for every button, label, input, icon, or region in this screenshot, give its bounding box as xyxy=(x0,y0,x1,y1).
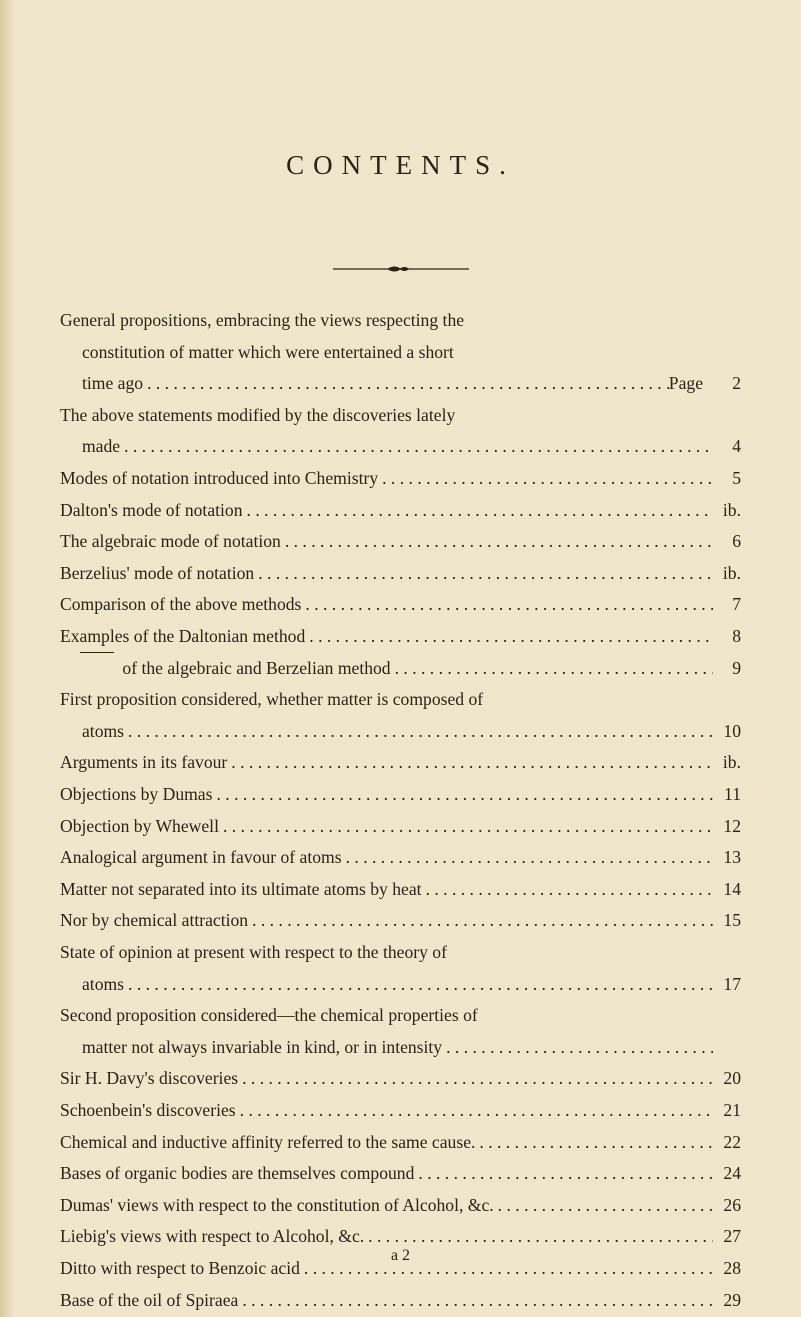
page-number: 6 xyxy=(732,531,741,552)
toc-entry-text: Ditto with respect to Benzoic acid xyxy=(60,1258,300,1278)
toc-entry-line xyxy=(80,652,741,684)
toc-entry-line xyxy=(82,715,741,747)
leader-dots xyxy=(414,1157,713,1189)
toc-entry-text: Base of the oil of Spiraea xyxy=(60,1289,239,1310)
toc-entry-text: Dalton's mode of notation xyxy=(60,499,243,520)
page-number: 14 xyxy=(723,878,741,899)
toc-entry-text: Analogical argument in favour of atoms xyxy=(60,847,342,868)
toc-entry-text: of the algebraic and Berzelian method xyxy=(122,657,391,678)
toc-entry-text: Berzelius' mode of notation xyxy=(60,562,255,583)
toc-entry-text: Chemical and inductive affinity referred to the same cause. xyxy=(60,1131,476,1152)
toc-entry-text: Modes of notation introduced into Chemistry xyxy=(60,468,379,488)
toc-entry-line xyxy=(60,525,741,557)
page-title: CONTENTS. xyxy=(286,150,515,180)
page-number: 11 xyxy=(724,784,741,804)
toc-entry-text: Sir H. Davy's discoveries xyxy=(60,1068,239,1089)
page-number: 15 xyxy=(723,910,741,931)
toc-entry-line xyxy=(82,336,741,368)
page-number xyxy=(713,1031,741,1063)
toc-entry-line xyxy=(60,746,741,778)
page-number: 24 xyxy=(723,1163,741,1184)
page-number: 21 xyxy=(723,1100,741,1120)
toc-entry-text: Liebig's views with respect to Alcohol, &c. xyxy=(60,1226,365,1247)
leader-dots xyxy=(422,873,713,905)
page-number: 13 xyxy=(723,847,741,868)
toc-entry-line xyxy=(82,430,741,462)
page-number: 7 xyxy=(732,594,741,615)
page-number: 2 xyxy=(732,373,741,394)
toc-entry-line xyxy=(82,968,741,1000)
toc-entry-line xyxy=(60,1284,741,1316)
toc-entry-text: atoms xyxy=(82,720,125,741)
leader-dots xyxy=(378,462,713,494)
toc-entry-line xyxy=(82,367,741,399)
leader-dots xyxy=(238,1062,713,1094)
toc-entry-line xyxy=(60,1157,741,1189)
toc-entry-text: Dumas' views with respect to the constitution of Alcohol, &c. xyxy=(60,1194,494,1215)
page-number: 22 xyxy=(723,1131,741,1152)
toc-entry-line xyxy=(60,841,741,873)
page-binding-edge xyxy=(0,0,14,1317)
toc-entry-text: Schoenbein's discoveries xyxy=(60,1100,236,1120)
toc-entry-line xyxy=(82,1031,741,1063)
page-number: 20 xyxy=(723,1068,741,1089)
toc-entry-text: Objection by Whewell xyxy=(60,815,219,836)
toc-entry-text: made xyxy=(82,436,121,457)
toc-entry-line xyxy=(60,904,741,936)
toc-entry-text: First proposition considered, whether matter is composed of xyxy=(60,689,484,710)
leader-dots xyxy=(227,746,713,778)
leader-dots xyxy=(475,1126,713,1158)
page-number: ib. xyxy=(722,562,741,583)
toc-entry-text: The above statements modified by the discoveries lately xyxy=(60,404,456,425)
leader-dots xyxy=(442,1031,713,1063)
leader-dots xyxy=(236,1094,713,1126)
page-number: 28 xyxy=(723,1258,741,1278)
toc-entry-line xyxy=(60,588,741,620)
toc-entry-text: Nor by chemical attraction xyxy=(60,910,249,931)
page-number: 29 xyxy=(723,1289,741,1310)
leader-dots xyxy=(281,525,713,557)
page-number: 8 xyxy=(732,626,741,646)
toc-entry-text: Objections by Dumas xyxy=(60,784,213,804)
page-label: Page xyxy=(668,373,703,394)
leader-dots xyxy=(143,367,669,399)
page-number: 9 xyxy=(732,657,741,678)
page-number: 12 xyxy=(723,815,741,836)
page-number: 17 xyxy=(723,973,741,994)
leader-dots xyxy=(219,810,713,842)
toc-entry-line xyxy=(60,620,741,652)
page-number: 27 xyxy=(723,1226,741,1247)
leader-dots xyxy=(124,968,713,1000)
toc-entry-text: Matter not separated into its ultimate atoms by heat xyxy=(60,878,422,899)
leader-dots xyxy=(494,1189,713,1221)
toc-entry-line xyxy=(60,1126,741,1158)
leader-dots xyxy=(243,494,713,526)
page-number: 4 xyxy=(732,436,741,457)
toc-entry-text: time ago xyxy=(82,373,144,394)
leader-dots xyxy=(238,1284,713,1316)
toc-entry-line xyxy=(60,810,741,842)
toc-entry-text: The algebraic mode of notation xyxy=(60,531,281,552)
leader-dots xyxy=(301,588,713,620)
toc-entry-line xyxy=(60,683,741,715)
toc-entry-text: Arguments in its favour xyxy=(60,752,228,773)
leader-dots xyxy=(342,841,713,873)
leader-dots xyxy=(254,557,713,589)
toc-entry-text: Bases of organic bodies are themselves compound xyxy=(60,1163,415,1184)
toc-entry-text: constitution of matter which were entertained a short xyxy=(82,341,454,362)
leader-dots xyxy=(391,652,713,684)
toc-entry-line xyxy=(60,462,741,494)
toc-entry-line xyxy=(60,936,741,968)
toc-entry-line xyxy=(60,304,741,336)
toc-entry-text: General propositions, embracing the views respecting the xyxy=(60,310,465,330)
toc-entry-text: atoms xyxy=(82,973,125,994)
leader-dots xyxy=(120,430,713,462)
page-number: 26 xyxy=(723,1194,741,1215)
toc-entry-line xyxy=(60,1189,741,1221)
toc-entry-line xyxy=(60,494,741,526)
leader-dots xyxy=(124,715,713,747)
toc-entry-line xyxy=(60,999,741,1031)
toc-entry-line xyxy=(60,557,741,589)
leader-dots xyxy=(248,904,713,936)
toc-entry-line xyxy=(60,399,741,431)
toc-entry-line xyxy=(60,1094,741,1126)
toc-entry-line xyxy=(60,1062,741,1094)
page-number: ib. xyxy=(722,499,741,520)
ditto-rule xyxy=(80,652,114,684)
page-number: ib. xyxy=(722,752,741,773)
toc-entry-text: Comparison of the above methods xyxy=(60,594,302,615)
signature-mark: a 2 xyxy=(390,1247,411,1264)
ornament-divider-icon xyxy=(333,262,469,276)
toc-entry-text: State of opinion at present with respect to the theory of xyxy=(60,942,447,962)
page-number: 10 xyxy=(723,720,741,741)
page-number: 5 xyxy=(732,468,741,488)
toc-entry-text: Second proposition considered—the chemical properties of xyxy=(60,1005,478,1026)
toc-entry-text: matter not always invariable in kind, or in intensity xyxy=(82,1036,443,1057)
leader-dots xyxy=(305,620,713,652)
toc-entry-line xyxy=(60,873,741,905)
leader-dots xyxy=(212,778,713,810)
toc-entry-text: Examples of the Daltonian method xyxy=(60,626,306,646)
toc-entry-line xyxy=(60,778,741,810)
